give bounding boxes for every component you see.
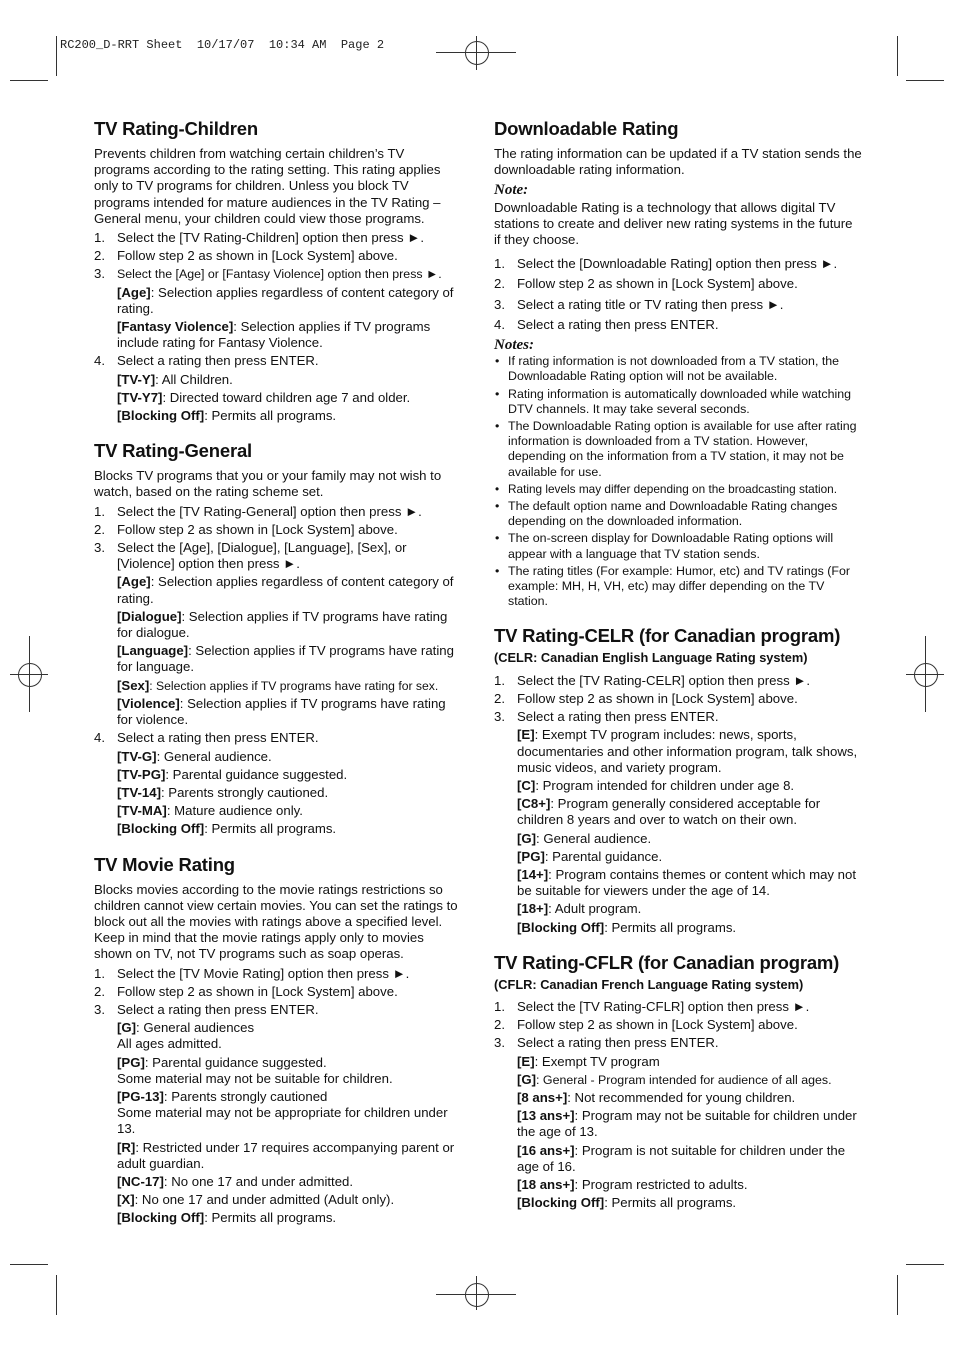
crop-mark [10, 1264, 48, 1265]
option-item: [Sex]: Selection applies if TV programs have rating for sex. [117, 677, 439, 693]
rating-item: [TV-Y]: All Children. [117, 371, 233, 387]
steps-list [94, 353, 462, 369]
rating-item: [E]: Exempt TV program [517, 1053, 660, 1069]
step-item: 4. Select a rating then press ENTER. [494, 316, 719, 332]
steps-list [94, 230, 462, 283]
rating-item: [R]: Restricted under 17 requires accompanying parent or adult guardian. [117, 1139, 455, 1171]
step-item: 1. Select the [TV Rating-Children] option then press ►. [94, 230, 424, 246]
section-title: TV Rating-General [94, 440, 252, 462]
rating-item: [Blocking Off]: Permits all programs. [117, 1210, 337, 1226]
note-item: • The default option name and Downloadable Rating changes depending on the downloaded information. [494, 499, 862, 529]
option-item: [Fantasy Violence]: Selection applies if TV programs include rating for Fantasy Violence. [117, 319, 431, 351]
section-title: TV Rating-CFLR (for Canadian program) [494, 951, 840, 973]
note-heading: Note: [494, 182, 529, 199]
section-subtitle: (CELR: Canadian English Language Rating system) [494, 650, 808, 666]
step-item: 4. Select a rating then press ENTER. [94, 730, 319, 746]
rating-item: [16 ans+]: Program is not suitable for children under the age of 16. [517, 1142, 846, 1174]
section-title: TV Rating-Children [94, 118, 258, 139]
step-item: 1. Select the [Downloadable Rating] option then press ►. [494, 256, 838, 272]
note-item: • The Downloadable Rating option is available for use after rating information is downloaded from a TV station. However, depending on the information from a TV station, it may not be available for use. [494, 419, 862, 480]
note-item: • Rating information is automatically downloaded while watching DTV channels. It may take several seconds. [494, 387, 862, 417]
step-item: 4. Select a rating then press ENTER. [94, 353, 319, 369]
rating-item: [TV-PG]: Parental guidance suggested. [117, 766, 348, 782]
rating-item: [X]: No one 17 and under admitted (Adult only). [117, 1192, 395, 1208]
section-tv-rating-celr [494, 625, 862, 935]
section-title: Downloadable Rating [494, 118, 679, 139]
right-column [494, 118, 862, 1227]
step-item: 3. Select a rating then press ENTER. [494, 1035, 719, 1051]
note-item: • If rating information is not downloaded from a TV station, the Downloadable Rating option will not be available. [494, 354, 862, 384]
section-intro: Prevents children from watching certain children’s TV programs according to the rating setting. This rating applies only to TV programs for children. Unless you block TV programs intended for mature audiences in the TV Rating – General menu, your children could view those programs. [94, 146, 441, 226]
rating-item: [8 ans+]: Not recommended for young children. [517, 1089, 796, 1105]
note-text: Downloadable Rating is a technology that allows digital TV stations to create and deliver new rating systems in the future if they choose. [494, 199, 853, 248]
step-item: 2. Follow step 2 as shown in [Lock System] above. [494, 1017, 798, 1033]
step-item: 2. Follow step 2 as shown in [Lock System] above. [94, 983, 398, 999]
step-item: 3. Select a rating then press ENTER. [494, 709, 719, 725]
section-intro: Blocks movies according to the movie ratings restrictions so children cannot view certain movies. You can set the ratings to block out all the movies with ratings above a specified level. Keep in mind that the movie ratings apply only to movies shown on TV, not TV programs such as soap operas. [94, 881, 458, 962]
option-item: [Dialogue]: Selection applies if TV programs have rating for dialogue. [117, 608, 448, 641]
note-item: • The rating titles (For example: Humor, etc) and TV ratings (For example: MH, H, VH, etc) may differ depending on the TV station. [494, 564, 862, 610]
rating-item: [13 ans+]: Program may not be suitable for children under the age of 13. [517, 1108, 857, 1140]
note-item: • The on-screen display for Downloadable Rating options will appear with a language that TV station sends. [494, 531, 862, 561]
rating-item: [Blocking Off]: Permits all programs. [117, 408, 337, 424]
rating-item: [Blocking Off]: Permits all programs. [517, 1195, 737, 1211]
rating-item: [TV-Y7]: Directed toward children age 7 and older. [117, 389, 411, 405]
section-tv-rating-children [94, 118, 462, 424]
step-item: 2. Follow step 2 as shown in [Lock System] above. [494, 276, 798, 292]
crop-mark [56, 1275, 57, 1315]
rating-item: [G]: General audiences All ages admitted. [117, 1020, 255, 1052]
rating-item: [18+]: Adult program. [517, 901, 642, 917]
registration-circle [914, 663, 938, 687]
rating-item: [18 ans+]: Program restricted to adults. [517, 1176, 748, 1192]
print-slug: RC200_D-RRT Sheet 10/17/07 10:34 AM Page 2 [60, 38, 385, 52]
step-item: 3. Select the [Age], [Dialogue], [Language], [Sex], or [Violence] option then press ►. [94, 540, 407, 572]
left-column [94, 118, 462, 1243]
section-intro: Blocks TV programs that you or your family may not wish to watch, based on the rating scheme set. [94, 468, 442, 500]
step-item: 3. Select a rating title or TV rating then press ►. [494, 296, 784, 312]
step-item: 1. Select the [TV Movie Rating] option then press ►. [94, 965, 410, 981]
registration-circle [465, 1283, 489, 1307]
section-tv-rating-cflr [494, 952, 862, 1212]
notes-list [494, 354, 862, 609]
crop-mark [56, 36, 57, 76]
steps-list [94, 966, 462, 1019]
steps-list [494, 256, 862, 333]
rating-item: [TV-G]: General audience. [117, 748, 272, 764]
step-item: 1. Select the [TV Rating-CFLR] option then press ►. [494, 998, 810, 1014]
notes-heading: Notes: [494, 337, 534, 354]
crop-mark [897, 36, 898, 76]
steps-list [94, 504, 462, 573]
crop-mark [897, 1275, 898, 1315]
note-item: • Rating levels may differ depending on the broadcasting station. [494, 482, 862, 497]
option-item: [Language]: Selection applies if TV programs have rating for language. [117, 643, 454, 675]
step-item: 3. Select the [Age] or [Fantasy Violence] option then press ►. [94, 266, 442, 282]
option-item: [Age]: Selection applies regardless of content category of rating. [117, 284, 454, 316]
rating-item: [C8+]: Program generally considered acceptable for children 8 years and over to watch on their own. [517, 796, 821, 828]
step-item: 2. Follow step 2 as shown in [Lock System] above. [94, 248, 398, 264]
rating-item: [C]: Program intended for children under age 8. [517, 777, 795, 793]
rating-item: [NC-17]: No one 17 and under admitted. [117, 1173, 354, 1189]
step-item: 3. Select a rating then press ENTER. [94, 1001, 319, 1017]
step-item: 2. Follow step 2 as shown in [Lock System] above. [494, 690, 798, 706]
steps-list [494, 999, 862, 1052]
step-item: 1. Select the [TV Rating-CELR] option then press ►. [494, 672, 811, 688]
option-item: [Violence]: Selection applies if TV programs have rating for violence. [117, 695, 446, 728]
registration-circle [465, 41, 489, 65]
rating-item: [PG]: Parental guidance. [517, 848, 663, 864]
rating-item: [G]: General - Program intended for audience of all ages. [517, 1071, 832, 1087]
rating-item: [E]: Exempt TV program includes: news, sports, documentaries and other information program, talk shows, music videos, and variety program. [517, 727, 858, 775]
rating-item: [TV-MA]: Mature audience only. [117, 803, 303, 819]
crop-mark [906, 80, 944, 81]
rating-item: [Blocking Off]: Permits all programs. [517, 919, 737, 935]
rating-item: [14+]: Program contains themes or content which may not be suitable for viewers under the age of 14. [517, 866, 857, 899]
section-title: TV Movie Rating [94, 853, 235, 875]
section-subtitle: (CFLR: Canadian French Language Rating system) [494, 976, 804, 992]
rating-item: [G]: General audience. [517, 830, 652, 846]
section-title: TV Rating-CELR (for Canadian program) [494, 625, 841, 647]
rating-item: [Blocking Off]: Permits all programs. [117, 821, 337, 837]
section-downloadable-rating [494, 118, 862, 609]
section-intro: The rating information can be updated if a TV station sends the downloadable rating information. [494, 146, 862, 178]
crop-mark [906, 1264, 944, 1265]
registration-circle [18, 663, 42, 687]
rating-item: [TV-14]: Parents strongly cautioned. [117, 784, 329, 800]
section-tv-movie-rating [94, 854, 462, 1227]
section-tv-rating-general [94, 440, 462, 837]
rating-item: [PG]: Parental guidance suggested. Some material may not be suitable for children. [117, 1054, 393, 1086]
step-item: 2. Follow step 2 as shown in [Lock System] above. [94, 521, 398, 537]
rating-item: [PG-13]: Parents strongly cautioned Some material may not be appropriate for children under 13. [117, 1088, 448, 1137]
crop-mark [10, 80, 48, 81]
steps-list [94, 730, 462, 746]
option-item: [Age]: Selection applies regardless of content category of rating. [117, 574, 454, 606]
steps-list [494, 673, 862, 726]
step-item: 1. Select the [TV Rating-General] option then press ►. [94, 503, 422, 519]
